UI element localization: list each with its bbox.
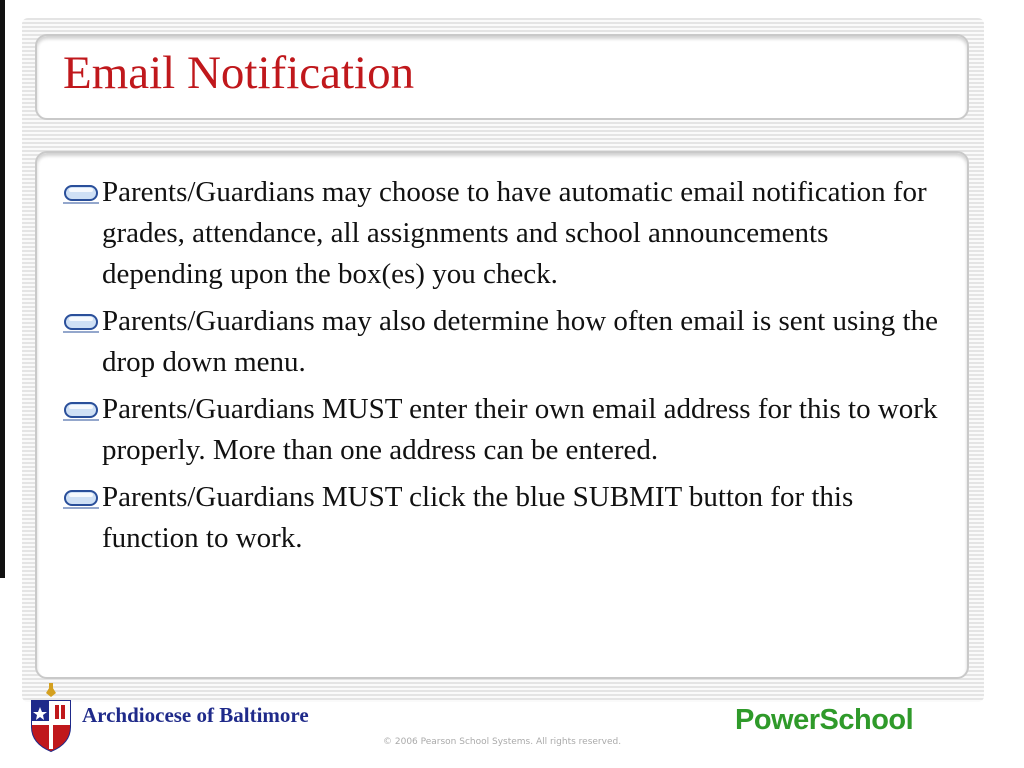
bullet-item xyxy=(63,477,953,559)
organization-name: Archdiocese of Baltimore xyxy=(82,703,309,727)
pill-bullet-icon xyxy=(63,184,99,204)
bullet-text: Parents/Guardians MUST enter their own email address for this to work properly. More than one address can be entered. xyxy=(102,393,938,466)
bullet-text: Parents/Guardians MUST click the blue SUBMIT button for this function to work. xyxy=(102,481,854,554)
bullet-text: Parents/Guardians may choose to have automatic email notification for grades, attendance, all assignments and school announcements depending upon the box(es) you check. xyxy=(102,176,927,290)
bullet-list xyxy=(63,172,953,565)
slide-title: Email Notification xyxy=(63,47,415,99)
copyright-notice: © 2006 Pearson School Systems. All rights reserved. xyxy=(383,737,622,747)
archdiocese-crest-icon xyxy=(26,683,76,753)
bullet-item xyxy=(63,389,953,471)
bullet-item xyxy=(63,172,953,295)
pill-bullet-icon xyxy=(63,489,99,509)
content-panel xyxy=(35,151,969,679)
bullet-text: Parents/Guardians may also determine how often email is sent using the drop down menu. xyxy=(102,305,938,378)
left-edge-rule xyxy=(0,0,5,578)
bullet-item xyxy=(63,301,953,383)
brand-logo: PowerSchool xyxy=(735,704,914,736)
pill-bullet-icon xyxy=(63,401,99,421)
title-panel xyxy=(35,34,969,120)
pill-bullet-icon xyxy=(63,313,99,333)
